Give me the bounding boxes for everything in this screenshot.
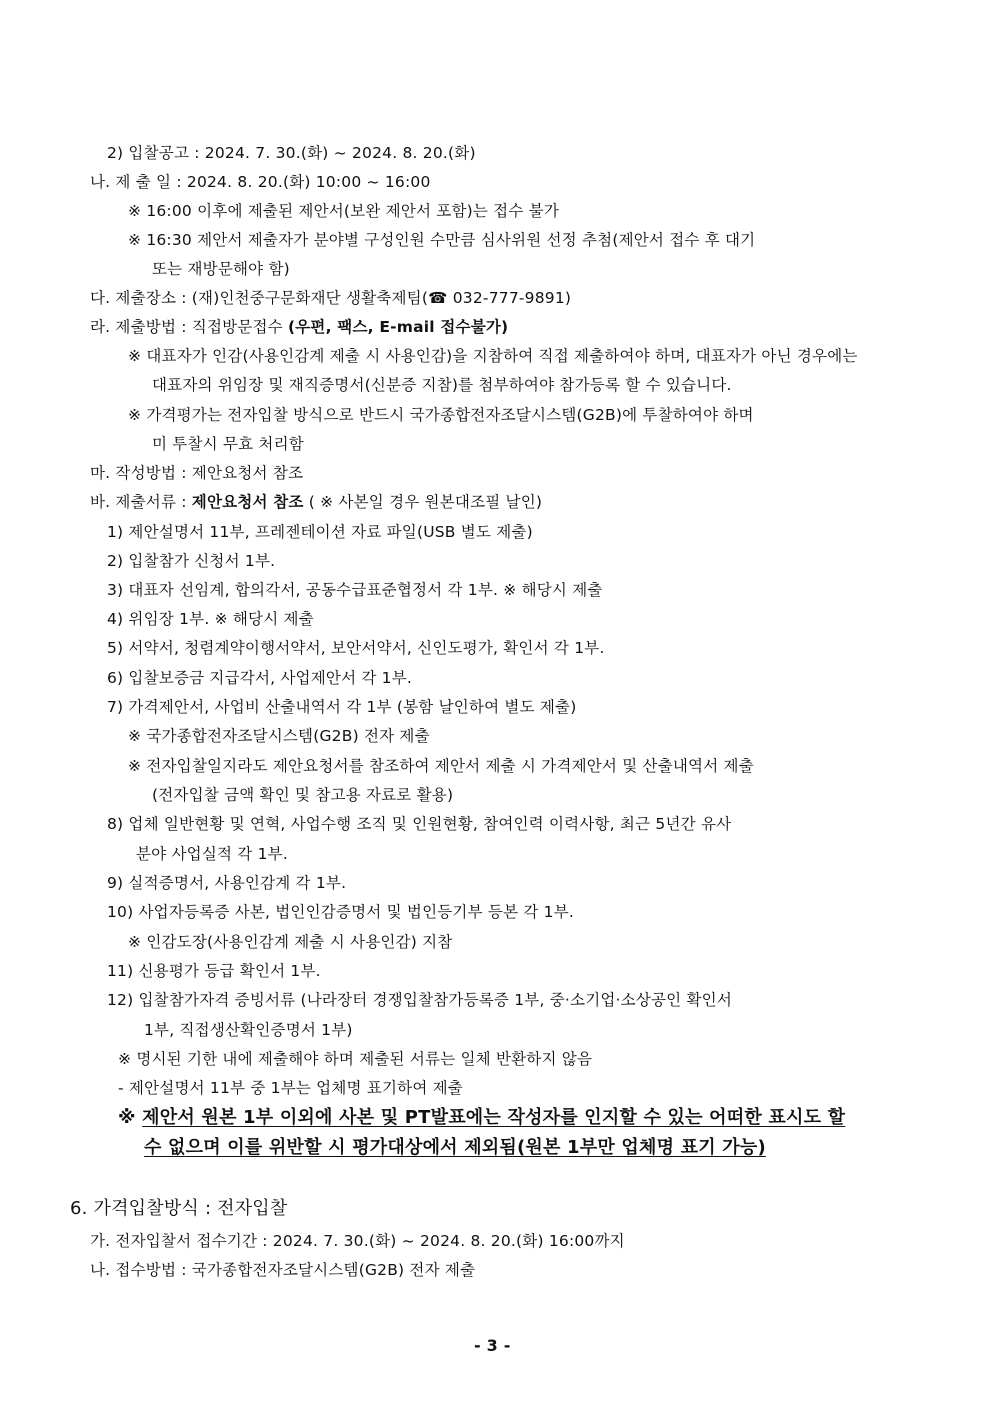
- doc-item-11: 11) 신용평가 등급 확인서 1부.: [107, 962, 321, 980]
- submission-documents: [90, 492, 542, 512]
- doc-item-5: 5) 서약서, 청렴계약이행서약서, 보안서약서, 신인도평가, 확인서 각 1부.: [107, 639, 605, 657]
- submission-documents-note: ( ※ 사본일 경우 원본대조필 날인): [303, 493, 543, 511]
- submission-date: 나. 제 출 일 : 2024. 8. 20.(화) 10:00 ~ 16:00: [90, 173, 431, 191]
- doc-item-10: 10) 사업자등록증 사본, 법인인감증명서 및 법인등기부 등본 각 1부.: [107, 903, 575, 921]
- submission-location: 다. 제출장소 : (재)인천중구문화재단 생활축제팀(☎ 032-777-9891): [90, 289, 572, 307]
- doc-item-8: 8) 업체 일반현황 및 연혁, 사업수행 조직 및 인원현황, 참여인력 이력사항, 최근 5년간 유사: [107, 815, 732, 833]
- submission-method-restriction: (우편, 팩스, E-mail 접수불가): [287, 318, 509, 336]
- submission-method: [90, 317, 508, 337]
- warning-anonymity-text: 제안서 원본 1부 이외에 사본 및 PT발표에는 작성자를 인지할 수 있는 어떠한 표시도 할: [142, 1107, 846, 1128]
- submission-documents-label: 바. 제출서류 :: [90, 493, 192, 511]
- warning-anonymity: [118, 1108, 845, 1128]
- note-representative-seal: ※ 대표자가 인감(사용인감계 제출 시 사용인감)을 지참하여 직접 제출하여야 하며, 대표자가 아닌 경우에는: [128, 347, 858, 365]
- note-committee-draw-cont: 또는 재방문해야 함): [152, 260, 290, 278]
- note-late-submission: ※ 16:00 이후에 제출된 제안서(보완 제안서 포함)는 접수 불가: [128, 202, 560, 220]
- note-representative-seal-cont: 대표자의 위임장 및 재직증명서(신분증 지참)를 첨부하여야 참가등록 할 수 있습니다.: [152, 376, 732, 394]
- warning-mark: ※: [118, 1107, 143, 1128]
- note-price-evaluation-cont: 미 투찰시 무효 처리함: [152, 435, 304, 453]
- doc-item-8-cont: 분야 사업실적 각 1부.: [136, 845, 288, 863]
- writing-method: 마. 작성방법 : 제안요청서 참조: [90, 464, 304, 482]
- doc-item-7-note-price-cont: (전자입찰 금액 확인 및 참고용 자료로 활용): [152, 786, 454, 804]
- doc-item-10-note: ※ 인감도장(사용인감계 제출 시 사용인감) 지참: [128, 933, 453, 951]
- doc-item-7-note-g2b: ※ 국가종합전자조달시스템(G2B) 전자 제출: [128, 727, 430, 745]
- doc-item-2: 2) 입찰참가 신청서 1부.: [107, 552, 276, 570]
- page-number: - 3 -: [474, 1336, 511, 1355]
- note-no-return: ※ 명시된 기한 내에 제출해야 하며 제출된 서류는 일체 반환하지 않음: [118, 1050, 593, 1068]
- doc-item-1: 1) 제안설명서 11부, 프레젠테이션 자료 파일(USB 별도 제출): [107, 523, 533, 541]
- doc-item-7-note-price: ※ 전자입찰일지라도 제안요청서를 참조하여 제안서 제출 시 가격제안서 및 산출내역서 제출: [128, 757, 754, 775]
- e-bid-method: 나. 접수방법 : 국가종합전자조달시스템(G2B) 전자 제출: [90, 1261, 476, 1279]
- bid-notice-period: 2) 입찰공고 : 2024. 7. 30.(화) ~ 2024. 8. 20.(화): [107, 144, 476, 162]
- doc-item-9: 9) 실적증명서, 사용인감계 각 1부.: [107, 874, 347, 892]
- doc-item-12-cont: 1부, 직접생산확인증명서 1부): [144, 1021, 353, 1039]
- submission-method-text: 라. 제출방법 : 직접방문접수: [90, 318, 288, 336]
- doc-item-7: 7) 가격제안서, 사업비 산출내역서 각 1부 (봉함 날인하여 별도 제출): [107, 698, 577, 716]
- note-price-evaluation: ※ 가격평가는 전자입찰 방식으로 반드시 국가종합전자조달시스템(G2B)에 투찰하여야 하며: [128, 406, 754, 424]
- doc-item-6: 6) 입찰보증금 지급각서, 사업제안서 각 1부.: [107, 669, 413, 687]
- e-bid-period: 가. 전자입찰서 접수기간 : 2024. 7. 30.(화) ~ 2024. 8. 20.(화) 16:00까지: [90, 1232, 625, 1250]
- doc-item-3: 3) 대표자 선임계, 합의각서, 공동수급표준협정서 각 1부. ※ 해당시 제출: [107, 581, 603, 599]
- section-6-heading: 6. 가격입찰방식 : 전자입찰: [70, 1198, 288, 1219]
- doc-item-4: 4) 위임장 1부. ※ 해당시 제출: [107, 610, 314, 628]
- submission-documents-ref: 제안요청서 참조: [191, 493, 304, 511]
- doc-item-12: 12) 입찰참가자격 증빙서류 (나라장터 경쟁입찰참가등록증 1부, 중·소기업·소상공인 확인서: [107, 991, 733, 1009]
- note-committee-draw: ※ 16:30 제안서 제출자가 분야별 구성인원 수만큼 심사위원 선정 추첨(제안서 접수 후 대기: [128, 231, 756, 249]
- warning-anonymity-cont: 수 없으며 이를 위반할 시 평가대상에서 제외됨(원본 1부만 업체명 표기 가능): [144, 1137, 766, 1158]
- note-company-name: - 제안설명서 11부 중 1부는 업체명 표기하여 제출: [118, 1079, 463, 1097]
